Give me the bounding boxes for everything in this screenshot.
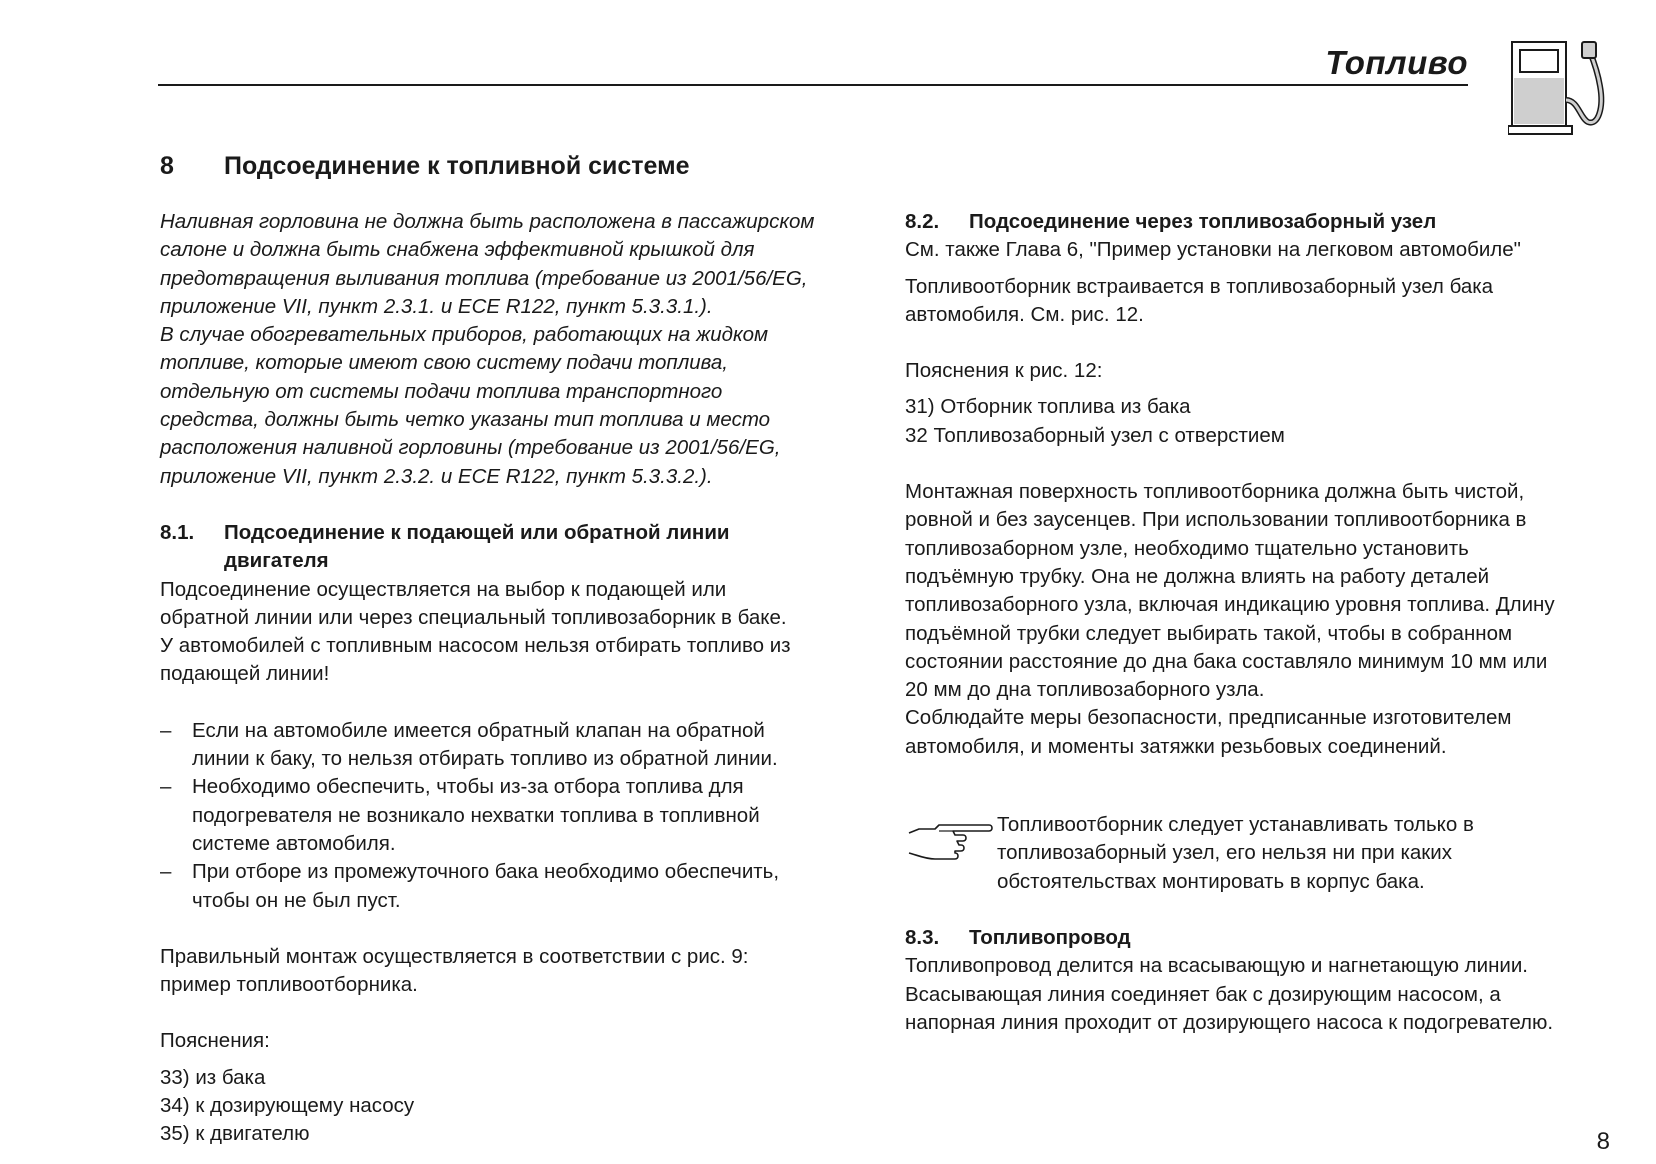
section-8-3-heading <box>905 924 1625 952</box>
section-8-2-body: Топливоотборник встраивается в топливозаборный узел бака автомобиля. См. рис. 12. <box>905 274 1494 326</box>
chapter-title: Подсоединение к топливной системе <box>224 152 690 180</box>
legend-title: Пояснения: <box>160 1029 270 1053</box>
dash-bullet: – <box>160 860 172 884</box>
legend-item: 34) к дозирующему насосу <box>160 1094 415 1118</box>
legend-item: 35) к двигателю <box>160 1122 310 1146</box>
list-item <box>160 773 880 858</box>
section-8-1-body: Подсоединение осуществляется на выбор к подающей или обратной линии или через специальный топливозаборник в баке. У автомобилей с топливным насосом нельзя отбирать топливо из подающей линии! <box>160 577 791 686</box>
header-title: Топливо <box>1325 44 1468 81</box>
section-number: 8.1. <box>160 520 195 544</box>
chapter-number: 8 <box>160 152 174 180</box>
warning-note-text: Топливоотборник следует устанавливать только в топливозаборный узел, его нельзя ни при каких обстоятельствах монтировать в корпус бака. <box>997 813 1474 893</box>
warning-note <box>905 811 1625 896</box>
intro-requirements: Наливная горловина не должна быть расположена в пассажирском салоне и должна быть снабжена эффективной крышкой для предотвращения выливания топлива (требование из 2001/56/EG, приложение VII, пункт 2.3.1. и ECE R122, пункт 5.3.3.1.). В случае обогревательных приборов, работающих на жидком топливе, которые имеют свою систему подачи топлива, отдельную от системы подачи топлива транспортного средства, должны быть четко указаны тип топлива и место расположения наливной горловины (требование из 2001/56/EG, приложение VII, пункт 2.3.2. и ECE R122, пункт 5.3.3.2.). <box>160 210 815 488</box>
section-8-2-heading <box>905 208 1625 236</box>
header-rule <box>158 84 1468 86</box>
pointing-hand-icon <box>905 811 997 863</box>
requirements-list <box>160 717 880 915</box>
list-item-text: При отборе из промежуточного бака необходимо обеспечить, чтобы он не был пуст. <box>192 860 780 912</box>
section-title: Подсоединение через топливозаборный узел <box>969 210 1437 233</box>
section-8-3-body: Топливопровод делится на всасывающую и нагнетающую линии. Всасывающая линия соединяет бак с дозирующим насосом, а напорная линия проходит от дозирующего насоса к подогревателю. <box>905 954 1554 1034</box>
dash-bullet: – <box>160 718 172 742</box>
section-number: 8.3. <box>905 925 940 949</box>
see-also-text: См. также Глава 6, "Пример установки на легковом автомобиле" <box>905 238 1521 262</box>
list-item <box>160 858 880 915</box>
legend-item: 31) Отборник топлива из бака <box>905 395 1191 419</box>
fuel-pump-icon <box>1508 38 1608 138</box>
section-title: Подсоединение к подающей или обратной линии двигателя <box>224 520 730 573</box>
list-item-text: Если на автомобиле имеется обратный клапан на обратной линии к баку, то нельзя отбирать топливо из обратной линии. <box>192 718 778 771</box>
list-item <box>160 717 880 774</box>
dash-bullet: – <box>160 775 172 799</box>
legend-title: Пояснения к рис. 12: <box>905 359 1103 383</box>
legend-item: 33) из бака <box>160 1065 266 1089</box>
section-8-1-heading <box>160 519 880 576</box>
list-item-text: Необходимо обеспечить, чтобы из-за отбора топлива для подогревателя не возникало нехватки топлива в топливной системе автомобиля. <box>192 775 760 855</box>
legend-list <box>905 393 1625 450</box>
section-number: 8.2. <box>905 210 940 233</box>
legend-item: 32 Топливозаборный узел с отверстием <box>905 423 1285 447</box>
legend-list <box>160 1064 880 1149</box>
right-column <box>905 208 1625 1037</box>
mounting-surface-paragraph: Монтажная поверхность топливоотборника должна быть чистой, ровной и без заусенцев. При использовании топливоотборника в топливозаборном узле, необходимо тщательно установить подъёмную трубку. Она не должна влиять на работу деталей топливозаборного узла, включая индикацию уровня топлива. Длину подъёмной трубки следует выбирать такой, чтобы в собранном состоянии расстояние до дна бака составляло минимум 10 мм или 20 мм до дна топливозаборного узла. Соблюдайте меры безопасности, предписанные изготовителем автомобиля, и моменты затяжки резьбовых соединений. <box>905 480 1555 758</box>
left-column <box>160 208 880 1149</box>
page-number: 8 <box>1596 1128 1610 1155</box>
mounting-paragraph: Правильный монтаж осуществляется в соответствии с рис. 9: пример топливоотборника. <box>160 944 749 997</box>
section-title: Топливопровод <box>969 925 1131 949</box>
chapter-heading <box>160 152 690 181</box>
